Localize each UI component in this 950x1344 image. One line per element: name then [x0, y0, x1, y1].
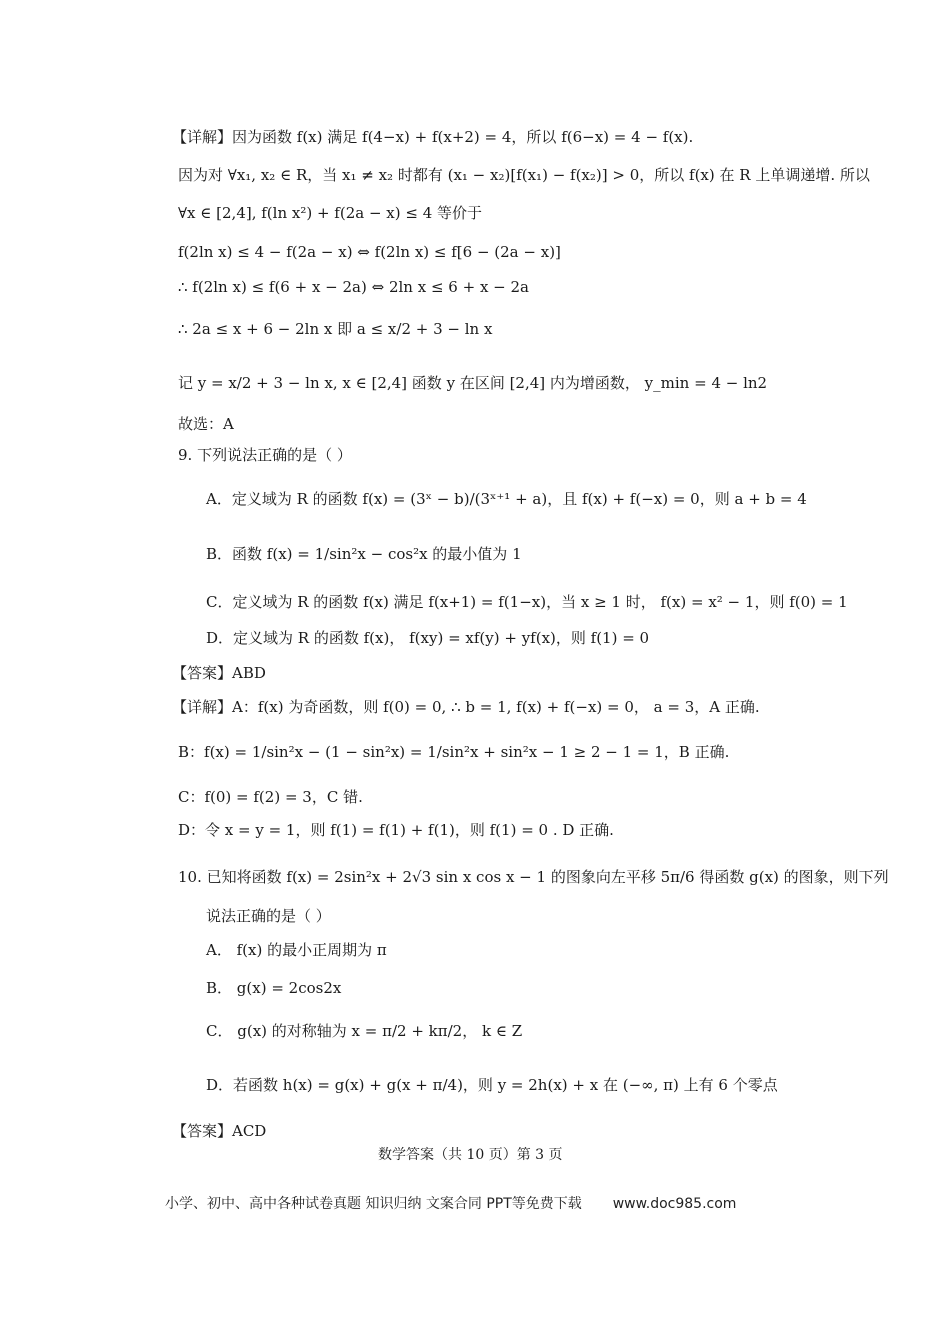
question-10-option-d: D．若函数 h(x) = g(x) + g(x + π/4)，则 y = 2h(x) + x 在 (−∞, π) 上有 6 个零点	[206, 1076, 778, 1094]
question-10-stem-cont: 说法正确的是（ ）	[206, 907, 331, 925]
detail-line-6: ∴ 2a ≤ x + 6 − 2ln x 即 a ≤ x/2 + 3 − ln x	[178, 320, 493, 338]
site-banner-url[interactable]: www.doc985.com	[612, 1196, 737, 1212]
question-10-option-c: C． g(x) 的对称轴为 x = π/2 + kπ/2， k ∈ Z	[206, 1022, 523, 1040]
detail-line-2: 因为对 ∀x₁, x₂ ∈ R，当 x₁ ≠ x₂ 时都有 (x₁ − x₂)[f(x₁) − f(x₂)] > 0，所以 f(x) 在 R 上单调递增. 所以	[178, 166, 870, 184]
question-10-option-a: A． f(x) 的最小正周期为 π	[206, 941, 387, 959]
question-10-option-b: B． g(x) = 2cos2x	[206, 979, 342, 997]
question-9-detail-a: 【详解】A：f(x) 为奇函数，则 f(0) = 0, ∴ b = 1, f(x) + f(−x) = 0， a = 3，A 正确.	[172, 698, 760, 716]
question-9-option-d: D．定义域为 R 的函数 f(x)， f(xy) = xf(y) + yf(x)，则 f(1) = 0	[206, 629, 650, 647]
question-9-option-a: A．定义域为 R 的函数 f(x) = (3ˣ − b)/(3ˣ⁺¹ + a)，且 f(x) + f(−x) = 0，则 a + b = 4	[206, 490, 807, 508]
question-9-stem: 9. 下列说法正确的是（ ）	[178, 446, 352, 464]
site-banner	[165, 1193, 736, 1213]
detail-line-5: ∴ f(2ln x) ≤ f(6 + x − 2a) ⇔ 2ln x ≤ 6 + x − 2a	[178, 278, 529, 296]
question-9-detail-c: C：f(0) = f(2) = 3，C 错.	[178, 788, 363, 806]
question-9-detail-d: D：令 x = y = 1，则 f(1) = f(1) + f(1)，则 f(1) = 0 . D 正确.	[178, 821, 614, 839]
question-9-answer: 【答案】ABD	[172, 664, 266, 682]
detail-line-7: 记 y = x/2 + 3 − ln x, x ∈ [2,4] 函数 y 在区间 [2,4] 内为增函数， y_min = 4 − ln2	[178, 374, 768, 392]
choice-line: 故选：A	[178, 415, 234, 433]
detail-line-4: f(2ln x) ≤ 4 − f(2a − x) ⇔ f(2ln x) ≤ f[6 − (2a − x)]	[178, 243, 561, 261]
question-9-detail-b: B：f(x) = 1/sin²x − (1 − sin²x) = 1/sin²x + sin²x − 1 ≥ 2 − 1 = 1，B 正确.	[178, 743, 730, 761]
detail-line-3: ∀x ∈ [2,4], f(ln x²) + f(2a − x) ≤ 4 等价于	[178, 204, 483, 222]
question-10-stem: 10. 已知将函数 f(x) = 2sin²x + 2√3 sin x cos x − 1 的图象向左平移 5π/6 得函数 g(x) 的图象，则下列	[178, 868, 889, 886]
site-banner-text: 小学、初中、高中各种试卷真题 知识归纳 文案合同 PPT等免费下载	[165, 1196, 582, 1212]
question-9-option-b: B．函数 f(x) = 1/sin²x − cos²x 的最小值为 1	[206, 545, 522, 563]
question-10-answer: 【答案】ACD	[172, 1122, 267, 1140]
detail-line-1: 【详解】因为函数 f(x) 满足 f(4−x) + f(x+2) = 4，所以 f(6−x) = 4 − f(x).	[172, 128, 694, 146]
question-9-option-c: C．定义域为 R 的函数 f(x) 满足 f(x+1) = f(1−x)，当 x ≥ 1 时， f(x) = x² − 1，则 f(0) = 1	[206, 593, 848, 611]
page-footer: 数学答案（共 10 页）第 3 页	[378, 1147, 563, 1163]
